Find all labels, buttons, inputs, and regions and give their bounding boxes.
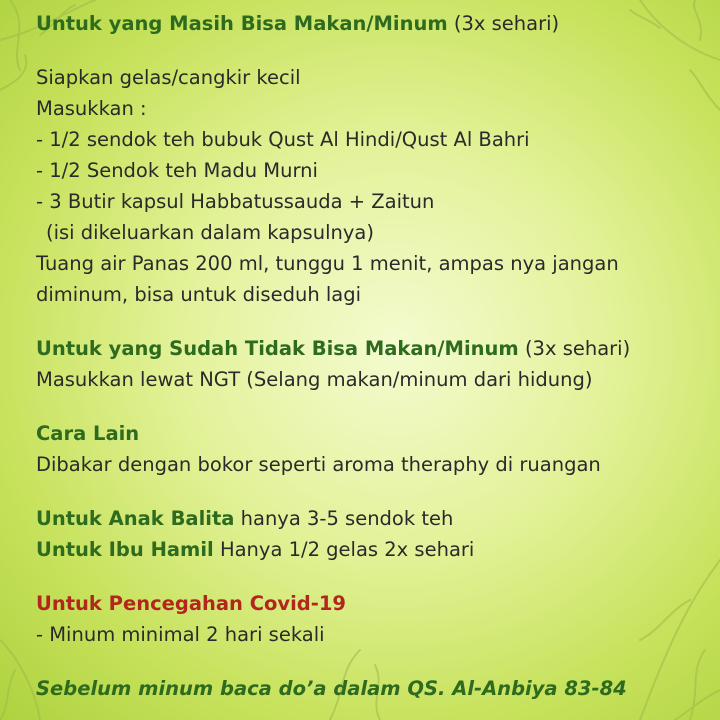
section-masih-frequency: (3x sehari) — [453, 12, 560, 35]
section-sudah-text: Masukkan lewat NGT (Selang makan/minum dari hidung) — [36, 368, 593, 391]
section-sudah-frequency: (3x sehari) — [524, 337, 631, 360]
section-balita — [36, 503, 716, 534]
prepare-glass-line: Siapkan gelas/cangkir kecil — [36, 66, 301, 89]
section-lain-text: Dibakar dengan bokor seperti aroma theraphy di ruangan — [36, 453, 601, 476]
ingredient-habbatussauda: - 3 Butir kapsul Habbatussauda + Zaitun — [36, 190, 435, 213]
instruction-line-2: diminum, bisa untuk diseduh lagi — [36, 283, 362, 306]
footer-prayer-note: Sebelum minum baca do’a dalam QS. Al-Anbiya 83-84 — [36, 677, 627, 700]
ingredient-madu: - 1/2 Sendok teh Madu Murni — [36, 159, 318, 182]
section-balita-text: hanya 3-5 sendok teh — [240, 507, 454, 530]
section-hamil — [36, 534, 716, 565]
ingredient-note: (isi dikeluarkan dalam kapsulnya) — [46, 221, 374, 244]
instructions-content — [36, 8, 716, 704]
section-hamil-text: Hanya 1/2 gelas 2x sehari — [219, 538, 475, 561]
section-hamil-title: Untuk Ibu Hamil — [36, 538, 214, 561]
section-masih-title: Untuk yang Masih Bisa Makan/Minum — [36, 12, 448, 35]
section-masih-heading — [36, 8, 716, 39]
insert-label: Masukkan : — [36, 97, 147, 120]
ingredient-qust: - 1/2 sendok teh bubuk Qust Al Hindi/Qust Al Bahri — [36, 128, 530, 151]
section-lain-title: Cara Lain — [36, 422, 140, 445]
section-covid-text: - Minum minimal 2 hari sekali — [36, 623, 325, 646]
section-covid-title: Untuk Pencegahan Covid-19 — [36, 592, 346, 615]
section-sudah-title: Untuk yang Sudah Tidak Bisa Makan/Minum — [36, 337, 519, 360]
section-balita-title: Untuk Anak Balita — [36, 507, 235, 530]
instruction-line-1: Tuang air Panas 200 ml, tunggu 1 menit, ampas nya jangan — [36, 252, 619, 275]
section-sudah-heading — [36, 333, 716, 364]
